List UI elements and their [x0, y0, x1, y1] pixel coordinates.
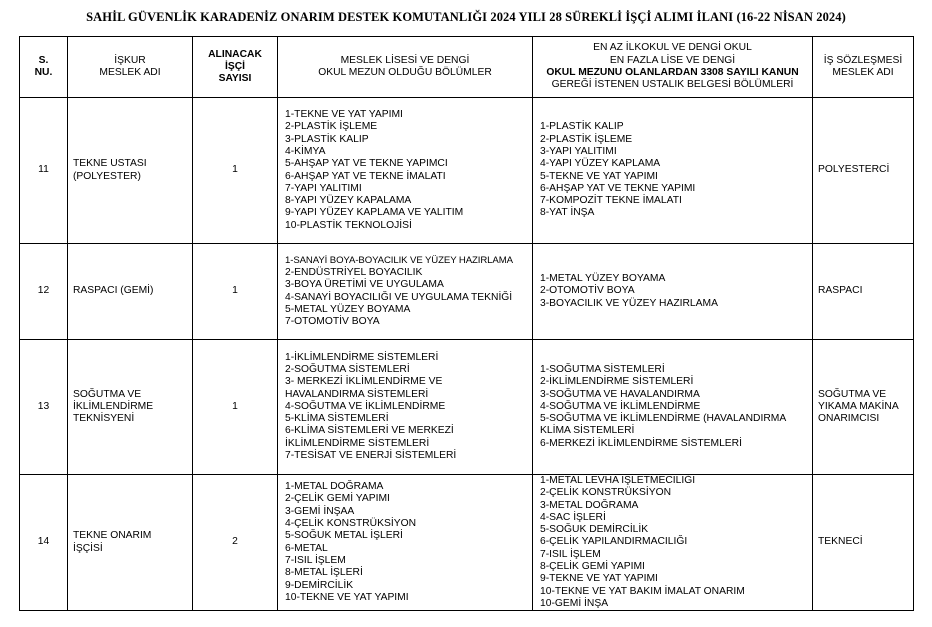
row-number: 12 — [20, 244, 68, 340]
mastery-certificate-departments-line: 2-OTOMOTİV BOYA — [540, 285, 635, 297]
mastery-certificate-departments-line: 3-YAPI YALITIMI — [540, 145, 617, 157]
table-body — [20, 98, 914, 611]
mastery-certificate-departments-line: 3-METAL DOĞRAMA — [540, 499, 639, 511]
mastery-certificate-departments-line: 10-GEMİ İNŞA — [540, 597, 609, 609]
header-sozlesme — [813, 37, 914, 98]
header-lise-line: OKUL MEZUN OLDUĞU BÖLÜMLER — [318, 67, 492, 78]
iskur-job-name-line: İKLİMLENDİRME — [73, 400, 154, 412]
vocational-school-departments — [278, 475, 533, 611]
vocational-school-departments-line: 7-OTOMOTİV BOYA — [285, 316, 380, 328]
contract-job-name-line: RASPACI — [818, 285, 863, 297]
mastery-certificate-departments-line: 6-MERKEZİ İKLİMLENDİRME SİSTEMLERİ — [540, 437, 742, 449]
mastery-certificate-departments — [533, 244, 813, 340]
job-listing-table — [19, 36, 914, 611]
row-number: 14 — [20, 475, 68, 611]
iskur-job-name-line: SOĞUTMA VE — [73, 388, 142, 400]
table-row — [20, 98, 914, 244]
vocational-school-departments-line: 9-YAPI YÜZEY KAPLAMA VE YALITIM — [285, 207, 464, 219]
header-row — [20, 37, 914, 98]
mastery-certificate-departments-line: 5-SOĞUK DEMİRCİLİK — [540, 524, 649, 536]
vocational-school-departments-line: 8-METAL İŞLERİ — [285, 567, 363, 579]
contract-job-name-line: POLYESTERCİ — [818, 164, 890, 176]
mastery-certificate-departments-line: 4-YAPI YÜZEY KAPLAMA — [540, 158, 661, 170]
mastery-certificate-departments-line: 8-ÇELİK GEMİ YAPIMI — [540, 561, 645, 573]
vocational-school-departments-line: 6-METAL — [285, 542, 328, 554]
table-row — [20, 340, 914, 475]
iskur-job-name — [68, 475, 193, 611]
mastery-certificate-departments-line: KLİMA SİSTEMLERİ — [540, 425, 635, 437]
vocational-school-departments-line: 4-ÇELİK KONSTRÜKSİYON — [285, 518, 417, 530]
mastery-certificate-departments-line: 2-İKLİMLENDİRME SİSTEMLERİ — [540, 376, 694, 388]
vocational-school-departments-line: 3-GEMİ İNŞAA — [285, 505, 355, 517]
page-title: SAHİL GÜVENLİK KARADENİZ ONARIM DESTEK KOMUTANLIĞI 2024 YILI 28 SÜREKLİ İŞÇİ ALIMI İLANI (16-22 NİSAN 2024) — [86, 10, 846, 24]
mastery-certificate-departments — [533, 98, 813, 244]
vocational-school-departments-line: 4-SOĞUTMA VE İKLİMLENDİRME — [285, 400, 446, 412]
vocational-school-departments-line: 6-KLİMA SİSTEMLERİ VE MERKEZİ — [285, 425, 454, 437]
worker-count: 1 — [193, 340, 278, 475]
vocational-school-departments-line: 2-ENDÜSTRİYEL BOYACILIK — [285, 266, 423, 278]
contract-job-name-line: YIKAMA MAKİNA — [818, 400, 899, 412]
vocational-school-departments-line: 5-KLİMA SİSTEMLERİ — [285, 413, 389, 425]
vocational-school-departments-line: 5-AHŞAP YAT VE TEKNE YAPIMCI — [285, 158, 448, 170]
vocational-school-departments-line: 10-TEKNE VE YAT YAPIMI — [285, 591, 409, 603]
mastery-certificate-departments-line: 4-SOĞUTMA VE İKLİMLENDİRME — [540, 400, 701, 412]
vocational-school-departments-line: 1-İKLİMLENDİRME SİSTEMLERİ — [285, 351, 439, 363]
contract-job-name-line: SOĞUTMA VE — [818, 388, 887, 400]
header-sno-line: NU. — [34, 67, 53, 78]
vocational-school-departments-line: 7-YAPI YALITIMI — [285, 182, 362, 194]
vocational-school-departments-line: 1-TEKNE VE YAT YAPIMI — [285, 109, 403, 121]
mastery-certificate-departments-line: 7-ISIL İŞLEM — [540, 548, 601, 560]
vocational-school-departments-line: İKLİMLENDİRME SİSTEMLERİ — [285, 437, 430, 449]
mastery-certificate-departments-line: 3-SOĞUTMA VE HAVALANDIRMA — [540, 388, 700, 400]
mastery-certificate-departments-line: 2-ÇELİK KONSTRÜKSİYON — [540, 487, 672, 499]
vocational-school-departments-line: 2-SOĞUTMA SİSTEMLERİ — [285, 363, 410, 375]
vocational-school-departments-line: 3- MERKEZİ İKLİMLENDİRME VE — [285, 376, 443, 388]
vocational-school-departments-line: 5-SOĞUK METAL İŞLERİ — [285, 530, 403, 542]
vocational-school-departments-line: 10-PLASTİK TEKNOLOJİSİ — [285, 219, 412, 231]
vocational-school-departments — [278, 244, 533, 340]
iskur-job-name-line: TEKNE USTASI — [73, 158, 147, 170]
vocational-school-departments-line: 8-YAPI YÜZEY KAPALAMA — [285, 195, 412, 207]
table-row — [20, 244, 914, 340]
mastery-certificate-departments-line: 4-SAC İŞLERİ — [540, 511, 606, 523]
mastery-certificate-departments — [533, 475, 813, 611]
vocational-school-departments — [278, 340, 533, 475]
vocational-school-departments-line: HAVALANDIRMA SİSTEMLERİ — [285, 388, 429, 400]
mastery-certificate-departments-line: 6-AHŞAP YAT VE TEKNE YAPIMI — [540, 182, 696, 194]
header-lise-line: MESLEK LİSESİ VE DENGİ — [340, 54, 470, 66]
header-sozlesme-line: İŞ SÖZLEŞMESİ — [823, 54, 903, 66]
iskur-job-name — [68, 340, 193, 475]
row-number: 13 — [20, 340, 68, 475]
header-alinacak-line: İŞÇİ — [224, 60, 246, 72]
vocational-school-departments-line: 3-PLASTİK KALIP — [285, 133, 369, 145]
vocational-school-departments-line: 7-ISIL İŞLEM — [285, 554, 346, 566]
mastery-certificate-departments-line: 5-TEKNE VE YAT YAPIMI — [540, 170, 658, 182]
mastery-certificate-departments — [533, 340, 813, 475]
contract-job-name — [813, 340, 914, 475]
vocational-school-departments-line: 4-KİMYA — [285, 145, 326, 157]
mastery-certificate-departments-line: 3-BOYACILIK VE YÜZEY HAZIRLAMA — [540, 297, 718, 309]
mastery-certificate-departments-line: 6-ÇELİK YAPILANDIRMACILIĞI — [540, 536, 688, 548]
mastery-certificate-departments-line: 1-SOĞUTMA SİSTEMLERİ — [540, 363, 665, 375]
worker-count: 1 — [193, 98, 278, 244]
contract-job-name-line: ONARIMCISI — [818, 413, 880, 425]
mastery-certificate-departments-line: 2-PLASTİK İŞLEME — [540, 133, 633, 145]
vocational-school-departments-line: 3-BOYA ÜRETİMİ VE UYGULAMA — [285, 279, 444, 291]
iskur-job-name-line: RASPACI (GEMİ) — [73, 285, 154, 297]
mastery-certificate-departments-line: 7-KOMPOZİT TEKNE İMALATI — [540, 195, 682, 207]
iskur-job-name-line: TEKNİSYENİ — [73, 413, 135, 425]
iskur-job-name — [68, 98, 193, 244]
table-row — [20, 475, 914, 611]
header-sozlesme-line: MESLEK ADI — [832, 67, 894, 78]
iskur-job-name-line: TEKNE ONARIM — [73, 530, 152, 542]
header-ilkokul-line: OKUL MEZUNU OLANLARDAN 3308 SAYILI KANUN — [546, 67, 799, 78]
contract-job-name — [813, 244, 914, 340]
worker-count: 1 — [193, 244, 278, 340]
header-meslek-lisesi — [278, 37, 533, 98]
vocational-school-departments-line: 9-DEMİRCİLİK — [285, 579, 354, 591]
header-alinacak-line: SAYISI — [218, 73, 252, 85]
iskur-job-name — [68, 244, 193, 340]
worker-count: 2 — [193, 475, 278, 611]
vocational-school-departments-line: 4-SANAYİ BOYACILIĞI VE UYGULAMA TEKNİĞİ — [285, 291, 513, 303]
header-alinacak — [193, 37, 278, 98]
header-ilkokul — [533, 37, 813, 98]
header-iskur-line: İŞKUR — [114, 54, 146, 66]
mastery-certificate-departments-line: 1-METAL YÜZEY BOYAMA — [540, 273, 666, 285]
vocational-school-departments-line: 2-ÇELİK GEMİ YAPIMI — [285, 493, 390, 505]
header-iskur-line: MESLEK ADI — [99, 67, 161, 78]
contract-job-name — [813, 475, 914, 611]
mastery-certificate-departments-line: 5-SOĞUTMA VE İKLİMLENDİRME (HAVALANDIRMA — [540, 413, 787, 425]
vocational-school-departments-line: 5-METAL YÜZEY BOYAMA — [285, 303, 411, 315]
mastery-certificate-departments-line: 8-YAT İNŞA — [540, 207, 595, 219]
header-sno — [20, 37, 68, 98]
mastery-certificate-departments-line: 10-TEKNE VE YAT BAKIM İMALAT ONARIM — [540, 585, 745, 597]
header-alinacak-line: ALINACAK — [208, 48, 262, 60]
vocational-school-departments-line: 7-TESİSAT VE ENERJİ SİSTEMLERİ — [285, 450, 457, 462]
header-iskur — [68, 37, 193, 98]
header-ilkokul-line: EN FAZLA LİSE VE DENGİ — [609, 54, 736, 66]
vocational-school-departments-line: 1-SANAYİ BOYA-BOYACILIK VE YÜZEY HAZIRLAMA — [285, 254, 513, 266]
vocational-school-departments-line: 1-METAL DOĞRAMA — [285, 481, 384, 493]
mastery-certificate-departments-line: 1-METAL LEVHA İŞLETMECİLİĞİ — [540, 475, 696, 486]
mastery-certificate-departments-line: 1-PLASTİK KALIP — [540, 121, 624, 133]
header-ilkokul-line: EN AZ İLKOKUL VE DENGİ OKUL — [593, 42, 752, 54]
vocational-school-departments-line: 6-AHŞAP YAT VE TEKNE İMALATI — [285, 170, 446, 182]
iskur-job-name-line: (POLYESTER) — [73, 170, 141, 182]
vocational-school-departments — [278, 98, 533, 244]
header-sno-line: S. — [38, 54, 49, 66]
vocational-school-departments-line: 2-PLASTİK İŞLEME — [285, 121, 378, 133]
contract-job-name — [813, 98, 914, 244]
mastery-certificate-departments-line: 9-TEKNE VE YAT YAPIMI — [540, 573, 658, 585]
contract-job-name-line: TEKNECİ — [818, 536, 863, 548]
header-ilkokul-line: GEREĞİ İSTENEN USTALIK BELGESİ BÖLÜMLERİ — [551, 79, 794, 91]
iskur-job-name-line: İŞÇİSİ — [73, 542, 103, 554]
row-number: 11 — [20, 98, 68, 244]
